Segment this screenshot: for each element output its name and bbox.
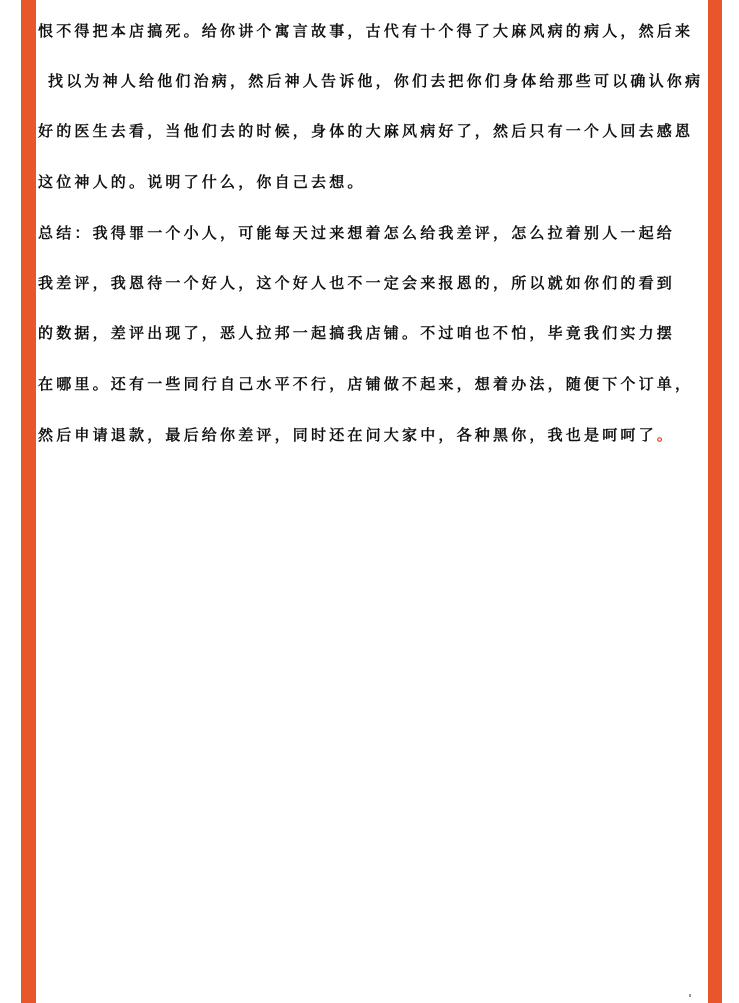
text-line: 恨不得把本店搞死。给你讲个寓言故事，古代有十个得了大麻风病的病人，然后来 — [38, 22, 694, 40]
text-line: 在哪里。还有一些同行自己水平不行，店铺做不起来，想着办法，随便下个订单， — [38, 375, 694, 393]
text-line: 总结：我得罪一个小人，可能每天过来想着怎么给我差评，怎么拉着别人一起给 — [38, 224, 676, 242]
text-line: 这位神人的。说明了什么，你自己去想。 — [38, 173, 366, 191]
left-orange-border — [21, 0, 36, 1003]
text-line-last — [38, 420, 728, 450]
text-line: 我差评，我恩待一个好人，这个好人也不一定会来报恩的，所以就如你们的看到 — [38, 274, 676, 292]
scan-artifact — [689, 994, 691, 997]
text-line: 好的医生去看，当他们去的时候，身体的大麻风病好了，然后只有一个人回去感恩 — [38, 122, 694, 140]
text-line: 的数据，差评出现了，恶人拉邦一起搞我店铺。不过咱也不怕，毕竟我们实力摆 — [38, 324, 676, 342]
text-line-content: 然后申请退款，最后给你差评，同时还在问大家中，各种黑你，我也是呵呵了 — [38, 426, 657, 444]
right-orange-border — [708, 0, 722, 1003]
red-period-mark: 。 — [656, 426, 676, 444]
document-page — [38, 0, 706, 1003]
text-line: 找以为神人给他们治病，然后神人告诉他，你们去把你们身体给那些可以确认你病 — [48, 72, 704, 90]
